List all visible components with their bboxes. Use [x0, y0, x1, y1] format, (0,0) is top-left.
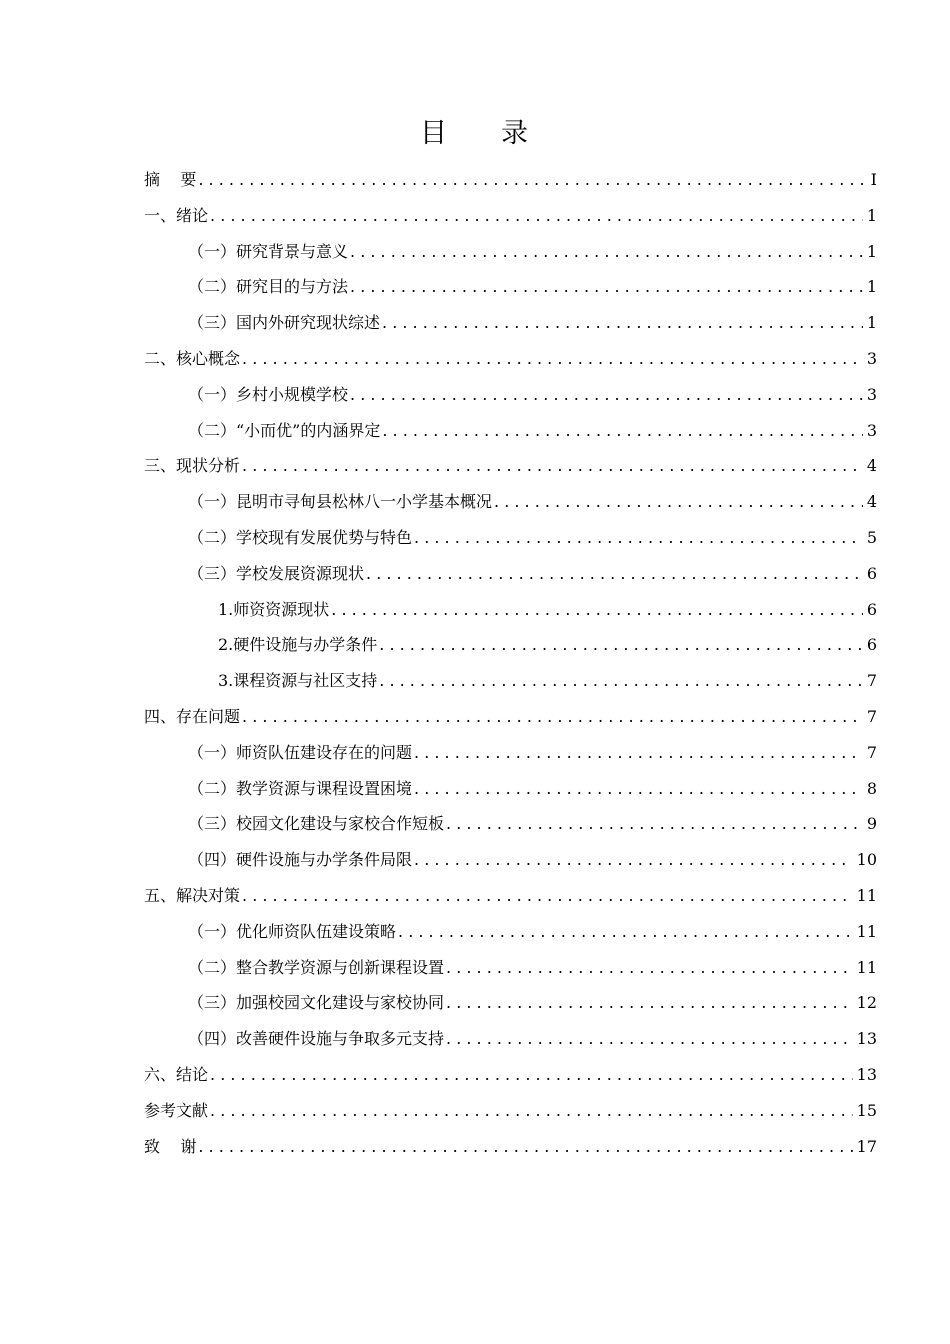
toc-entry[interactable] — [144, 627, 877, 663]
toc-entry-label: 一、绪论 — [144, 205, 209, 225]
toc-entry-label: 摘 要 — [144, 170, 197, 189]
toc-entry-page-number: 13 — [856, 1029, 877, 1049]
toc-entry[interactable] — [144, 305, 877, 341]
toc-entry[interactable] — [144, 985, 877, 1021]
toc-entry[interactable] — [144, 663, 877, 699]
dot-leader — [242, 341, 863, 377]
dot-leader — [446, 950, 853, 986]
toc-entry-page-number: 6 — [866, 599, 877, 619]
toc-entry-label: （四）硬件设施与办学条件局限 — [188, 850, 413, 870]
dot-leader — [242, 878, 853, 914]
toc-entry[interactable] — [144, 592, 877, 628]
toc-entry-page-number: 4 — [866, 456, 877, 476]
toc-entry-page-number: 13 — [856, 1064, 877, 1084]
toc-entry-label: 3.课程资源与社区支持 — [218, 671, 378, 691]
page-title — [0, 112, 950, 156]
toc-entry-page-number: 1 — [866, 313, 877, 333]
toc-entry[interactable] — [144, 950, 877, 986]
toc-entry-page-number: 8 — [866, 778, 877, 798]
toc-entry-label: （一）乡村小规模学校 — [188, 384, 349, 404]
toc-entry-page-number: 7 — [866, 671, 877, 691]
toc-entry-page-number: 5 — [866, 527, 877, 547]
toc-entry-label: （一）师资队伍建设存在的问题 — [188, 742, 413, 762]
toc-entry-page-number: 3 — [866, 348, 877, 368]
toc-entry-page-number: 12 — [856, 993, 877, 1013]
dot-leader — [414, 771, 863, 807]
dot-leader — [350, 377, 863, 413]
toc-entry-page-number: 4 — [866, 492, 877, 512]
toc-entry[interactable] — [144, 520, 877, 556]
toc-entry-page-number: 11 — [856, 957, 877, 977]
toc-entry[interactable] — [144, 842, 877, 878]
dot-leader — [331, 592, 863, 628]
dot-leader — [350, 269, 863, 305]
toc-entry[interactable] — [144, 377, 877, 413]
page-title-char-2: 录 — [501, 118, 530, 149]
dot-leader — [494, 484, 863, 520]
toc-entry-page-number: 17 — [856, 1136, 877, 1156]
dot-leader — [366, 556, 863, 592]
toc-entry-page-number: 1 — [866, 205, 877, 225]
toc-entry-label: （四）改善硬件设施与争取多元支持 — [188, 1029, 445, 1049]
toc-entry-label: 二、核心概念 — [144, 348, 241, 368]
toc-entry-page-number: 6 — [866, 563, 877, 583]
toc-entry[interactable] — [144, 914, 877, 950]
dot-leader — [210, 1057, 853, 1093]
toc-entry[interactable] — [144, 341, 877, 377]
toc-entry[interactable] — [144, 735, 877, 771]
toc-entry[interactable] — [144, 806, 877, 842]
toc-entry-page-number: 15 — [856, 1100, 877, 1120]
toc-entry[interactable] — [144, 234, 877, 270]
toc-entry-page-number: 10 — [856, 850, 877, 870]
toc-entry[interactable] — [144, 1057, 877, 1093]
toc-entry[interactable] — [144, 1093, 877, 1129]
dot-leader — [382, 305, 863, 341]
toc-entry-page-number: 1 — [866, 241, 877, 261]
dot-leader — [379, 627, 863, 663]
toc-entry-label: （二）教学资源与课程设置困境 — [188, 778, 413, 798]
toc-entry-label: （二）整合教学资源与创新课程设置 — [188, 957, 445, 977]
toc-entry-page-number: 7 — [866, 706, 877, 726]
toc-entry-label: 参考文献 — [144, 1100, 209, 1120]
toc-entry-page-number: 7 — [866, 742, 877, 762]
table-of-contents — [144, 162, 877, 1164]
toc-entry[interactable] — [144, 771, 877, 807]
toc-entry-label: （三）校园文化建设与家校合作短板 — [188, 814, 445, 834]
toc-entry[interactable] — [144, 699, 877, 735]
toc-entry-page-number: I — [870, 170, 877, 189]
toc-entry-page-number: 9 — [866, 814, 877, 834]
dot-leader — [414, 520, 863, 556]
toc-entry-label: （二）研究目的与方法 — [188, 277, 349, 297]
toc-entry[interactable] — [144, 878, 877, 914]
dot-leader — [210, 198, 863, 234]
toc-entry-label: （三）加强校园文化建设与家校协同 — [188, 993, 445, 1013]
dot-leader — [398, 914, 853, 950]
dot-leader — [198, 1129, 852, 1165]
toc-entry-label: （三）国内外研究现状综述 — [188, 313, 381, 333]
dot-leader — [414, 842, 853, 878]
toc-entry-label: 三、现状分析 — [144, 456, 241, 476]
toc-entry-page-number: 1 — [866, 277, 877, 297]
toc-entry-page-number: 3 — [866, 420, 877, 440]
toc-entry[interactable] — [144, 269, 877, 305]
dot-leader — [210, 1093, 853, 1129]
toc-entry[interactable] — [144, 484, 877, 520]
dot-leader — [242, 699, 863, 735]
toc-entry-page-number: 3 — [866, 384, 877, 404]
toc-entry-label: 六、结论 — [144, 1064, 209, 1084]
dot-leader — [379, 663, 863, 699]
toc-entry-page-number: 6 — [866, 635, 877, 655]
toc-entry[interactable] — [144, 413, 877, 449]
toc-entry[interactable] — [144, 198, 877, 234]
toc-entry-label: 2.硬件设施与办学条件 — [218, 635, 378, 655]
dot-leader — [198, 162, 863, 198]
toc-entry[interactable] — [144, 448, 877, 484]
toc-entry-label: （二）学校现有发展优势与特色 — [188, 527, 413, 547]
dot-leader — [414, 735, 863, 771]
toc-entry-label: 致 谢 — [144, 1136, 197, 1156]
toc-entry-label: （一）优化师资队伍建设策略 — [188, 921, 397, 941]
dot-leader — [242, 448, 863, 484]
dot-leader — [382, 413, 862, 449]
toc-entry-label: （三）学校发展资源现状 — [188, 563, 365, 583]
toc-entry-label: 四、存在问题 — [144, 706, 241, 726]
toc-entry-page-number: 11 — [856, 885, 877, 905]
toc-entry-label: 五、解决对策 — [144, 885, 241, 905]
toc-entry[interactable] — [144, 162, 877, 198]
toc-entry[interactable] — [144, 556, 877, 592]
dot-leader — [446, 1021, 853, 1057]
toc-entry[interactable] — [144, 1021, 877, 1057]
dot-leader — [446, 806, 863, 842]
dot-leader — [350, 234, 863, 270]
page-title-char-1: 目 — [420, 118, 449, 149]
toc-entry-page-number: 11 — [856, 921, 877, 941]
dot-leader — [446, 985, 853, 1021]
toc-entry[interactable] — [144, 1129, 877, 1165]
toc-entry-label: （一）研究背景与意义 — [188, 241, 349, 261]
toc-entry-label: （一）昆明市寻甸县松林八一小学基本概况 — [188, 492, 493, 512]
toc-entry-label: 1.师资资源现状 — [218, 599, 330, 619]
toc-entry-label: （二）“小而优”的内涵界定 — [188, 420, 381, 440]
